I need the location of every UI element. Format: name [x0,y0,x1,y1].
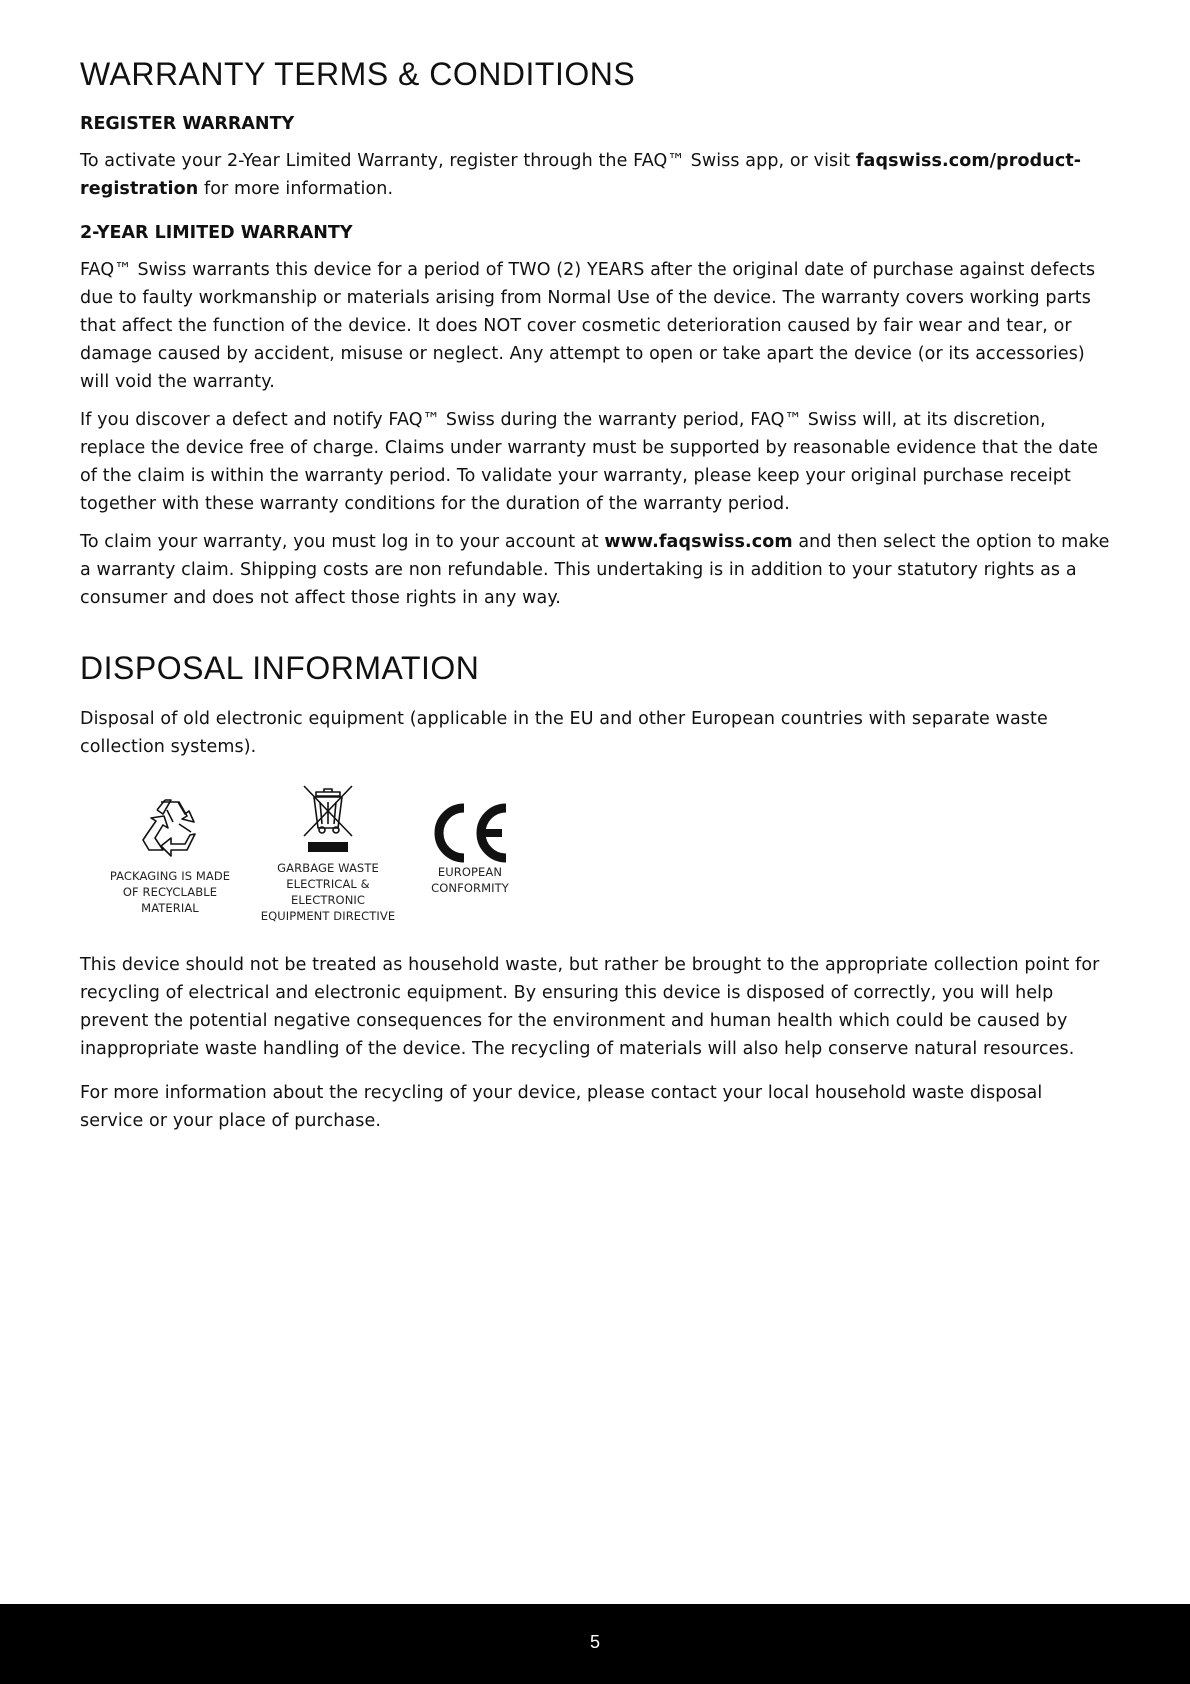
faqswiss-website-link[interactable]: www.faqswiss.com [604,532,793,552]
ce-caption: EUROPEAN CONFORMITY [431,865,509,895]
warranty-paragraph-1: FAQ™ Swiss warrants this device for a period of TWO (2) YEARS after the original date of purchase against defects due to faulty workmanship or materials arising from Normal Use of the device. The warranty covers working parts that affect the function of the device. It does NOT cover cosmetic deterioration caused by fair wear and tear, or damage caused by accident, misuse or neglect. Any attempt to open or take apart the device (or its accessories) will void the warranty. [80,260,1096,392]
disposal-intro: Disposal of old electronic equipment (applicable in the EU and other European countries with separate waste collection systems). [80,709,1048,757]
recycle-caption: PACKAGING IS MADE OF RECYCLABLE MATERIAL [109,869,231,915]
warranty-claim-text: To claim your warranty, you must log in to your account at www.faqswiss.com and then select the option to make a warranty claim. Shipping costs are non refundable. This undertaking is in addition to your statutory rights as a consumer and does not affect those rights in any way. [80,532,1110,608]
disposal-icons [80,790,680,930]
disposal-paragraph-2: For more information about the recycling of your device, please contact your local household waste disposal service or your place of purchase. [80,1083,1043,1131]
disposal-title: DISPOSAL INFORMATION [80,650,480,686]
ce-block [410,790,530,896]
weee-block [248,790,408,924]
recycle-icon [135,794,205,864]
page-footer [0,1604,1190,1684]
product-registration-link[interactable]: faqswiss.com/product-registration [80,151,1082,199]
disposal-paragraph-1: This device should not be treated as household waste, but rather be brought to the appropriate collection point for recycling of electrical and electronic equipment. By ensuring this device is disposed of correctly, you will help prevent the potential negative consequences for the environment and human health which could be caused by inappropriate waste handling of the device. The recycling of materials will also help conserve natural resources. [80,955,1100,1059]
warranty-title: WARRANTY TERMS & CONDITIONS [80,56,636,92]
register-warranty-text: To activate your 2-Year Limited Warranty, register through the FAQ™ Swiss app, or visit faqswiss.com/product-registration for more information. [80,151,1082,199]
limited-warranty-heading: 2-YEAR LIMITED WARRANTY [80,223,353,243]
ce-mark-icon [428,802,512,864]
weee-caption: GARBAGE WASTE ELECTRICAL & ELECTRONIC EQUIPMENT DIRECTIVE [260,861,396,923]
recycle-block [100,790,240,916]
register-warranty-heading: REGISTER WARRANTY [80,114,295,134]
page-number: 5 [589,1632,600,1652]
warranty-paragraph-2: If you discover a defect and notify FAQ™ Swiss during the warranty period, FAQ™ Swiss will, at its discretion, replace the device free of charge. Claims under warranty must be supported by reasonable evidence that the date of the claim is within the warranty period. To validate your warranty, please keep your original purchase receipt together with these warranty conditions for the duration of the warranty period. [80,410,1099,514]
weee-bin-icon [300,784,356,856]
